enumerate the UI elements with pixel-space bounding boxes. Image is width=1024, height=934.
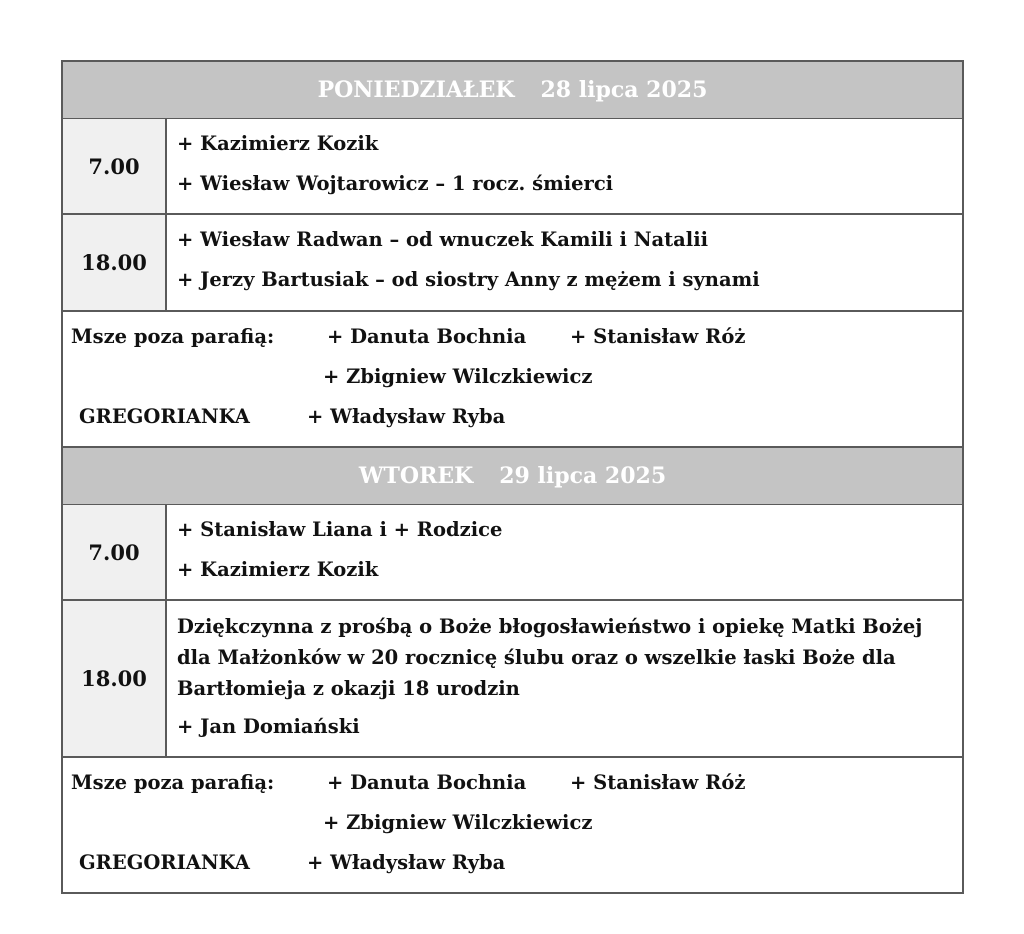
outside-line [71,770,954,810]
outside-line [71,364,954,404]
day-date: 28 lipca 2025 [540,77,708,103]
outside-item: + Stanisław Róż [570,771,746,794]
mass-time: 18.00 [63,601,167,756]
day-name: WTOREK [358,463,474,489]
gregorianka-name: + Władysław Ryba [307,851,506,874]
intentions-cell [167,215,962,310]
outside-masses [63,312,962,448]
mass-time: 7.00 [63,119,167,213]
outside-item: + Danuta Bochnia [327,771,527,794]
intention: + Jerzy Bartusiak – od siostry Anny z mężem i synami [177,268,760,291]
day-date: 29 lipca 2025 [499,463,667,489]
intentions-cell [167,601,962,756]
mass-schedule-table [61,60,964,894]
mass-time: 18.00 [63,215,167,310]
intention: Dziękczynna z prośbą o Boże błogosławieństwo i opiekę Matki Bożej dla Małżonków w 20 rocznicę ślubu oraz o wszelkie łaski Boże dla Bartłomieja z okazji 18 urodzin [177,615,923,700]
outside-item: + Zbigniew Wilczkiewicz [323,811,593,834]
outside-item: + Stanisław Róż [570,325,746,348]
mass-time: 7.00 [63,505,167,599]
gregorianka-label: GREGORIANKA [79,851,250,874]
outside-line [71,810,954,850]
intention: + Stanisław Liana i + Rodzice [177,518,503,541]
intention: + Kazimierz Kozik [177,132,379,155]
mass-row [63,601,962,758]
day-name: PONIEDZIAŁEK [317,77,515,103]
outside-line [71,404,954,444]
intention: + Wiesław Radwan – od wnuczek Kamili i Natalii [177,228,709,251]
gregorianka-label: GREGORIANKA [79,405,250,428]
mass-row [63,505,962,601]
intention: + Wiesław Wojtarowicz – 1 rocz. śmierci [177,172,614,195]
gregorianka-name: + Władysław Ryba [307,405,506,428]
intention: + Kazimierz Kozik [177,558,379,581]
intentions-cell [167,505,962,599]
day-header-monday [63,62,962,119]
outside-label: Msze poza parafią: [71,325,275,348]
outside-label: Msze poza parafią: [71,771,275,794]
outside-item: + Zbigniew Wilczkiewicz [323,365,593,388]
outside-line [71,324,954,364]
mass-row [63,215,962,312]
outside-masses [63,758,962,892]
day-header-tuesday [63,448,962,505]
outside-line [71,850,954,890]
intention: + Jan Domiański [177,715,360,738]
intentions-cell [167,119,962,213]
outside-item: + Danuta Bochnia [327,325,527,348]
mass-row [63,119,962,215]
